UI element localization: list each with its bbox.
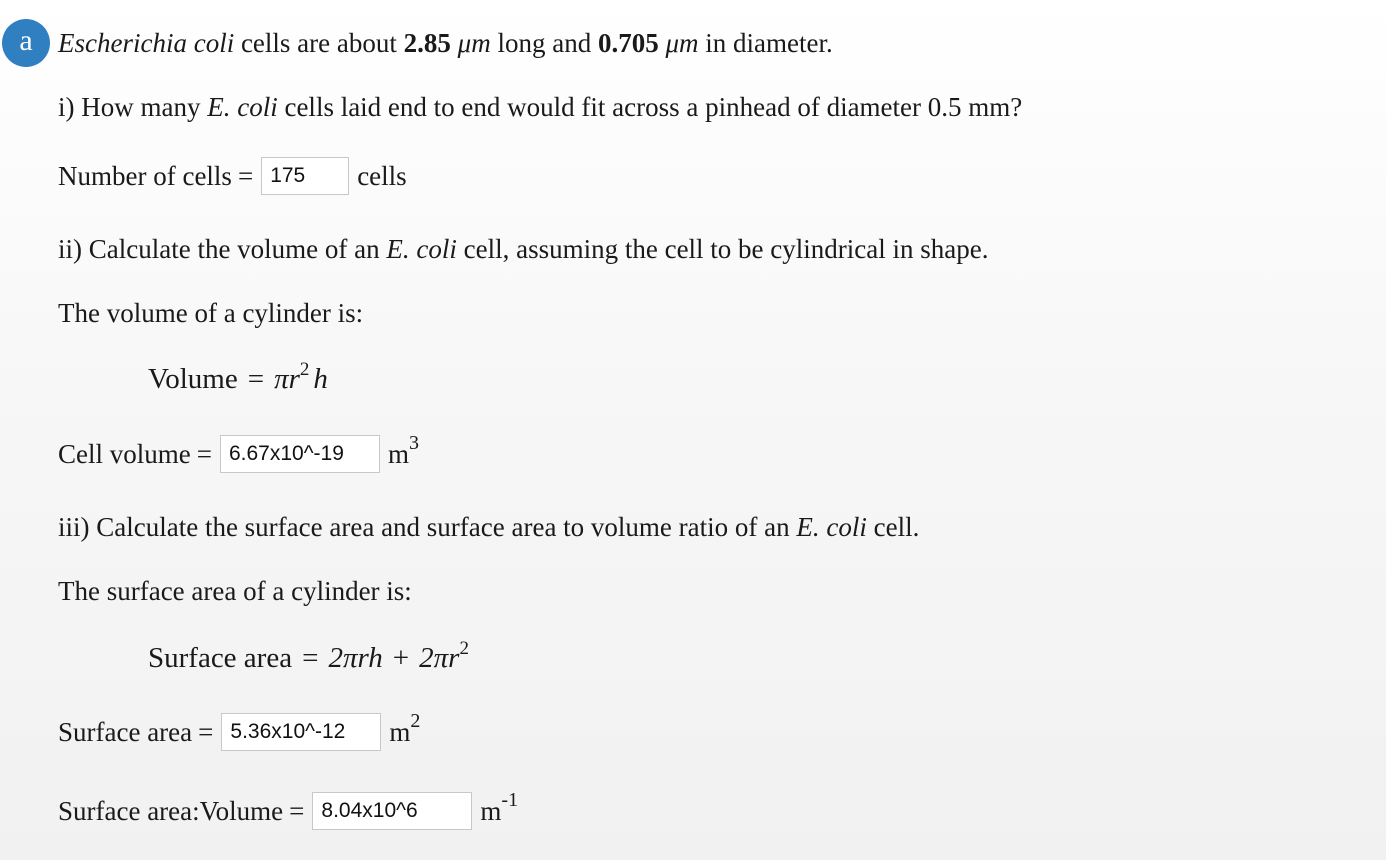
- surface-area-input[interactable]: 5.36x10^-12: [221, 713, 381, 751]
- question-1-text: i) How many E. coli cells laid end to end would fit across a pinhead of diameter 0.5 mm?: [58, 92, 1023, 122]
- cell-length-value: 2.85: [403, 28, 451, 58]
- answer-label-cells: Number of cells: [58, 160, 232, 191]
- organism-name: Escherichia coli: [58, 28, 235, 58]
- question-3-text: iii) Calculate the surface area and surface area to volume ratio of an E. coli cell.: [58, 512, 920, 542]
- unit-cubic-meters: $m^3$: [387, 431, 419, 469]
- question-2-text: ii) Calculate the volume of an E. coli cell, assuming the cell to be cylindrical in shape.: [58, 234, 989, 264]
- number-of-cells-input[interactable]: 175: [261, 157, 349, 195]
- answer-label-surface-area: Surface area: [58, 716, 193, 747]
- volume-formula: Volume = $\pi r^2$ h: [148, 359, 328, 395]
- intro-text: Escherichia coli cells are about 2.85 μm long and 0.705 μm in diameter.: [58, 28, 833, 58]
- answer-label-volume: Cell volume: [58, 438, 191, 469]
- answer-row-ratio: Surface area:Volume = 8.04x10^6 $m^{-1}$: [58, 791, 518, 831]
- answer-row-volume: Cell volume = 6.67x10^-19 $m^3$: [58, 434, 419, 474]
- unit-cells: cells: [357, 160, 407, 191]
- answer-label-ratio: Surface area:Volume: [58, 795, 284, 826]
- cell-volume-input[interactable]: 6.67x10^-19: [220, 435, 380, 473]
- unit-square-meters: $m^2$: [389, 709, 421, 747]
- volume-formula-intro: The volume of a cylinder is:: [58, 298, 364, 328]
- answer-row-cells: Number of cells = 175 cells: [58, 156, 407, 196]
- unit-inverse-meters: $m^{-1}$: [480, 788, 519, 826]
- part-badge: a: [2, 19, 50, 67]
- surface-area-formula: Surface area = $2\pi rh + 2\pi r^2$: [148, 638, 469, 674]
- cell-diameter-value: 0.705: [597, 28, 659, 58]
- surface-area-formula-intro: The surface area of a cylinder is:: [58, 576, 412, 606]
- answer-row-surface-area: Surface area = 5.36x10^-12 $m^2$: [58, 712, 420, 752]
- surface-area-volume-ratio-input[interactable]: 8.04x10^6: [312, 792, 472, 830]
